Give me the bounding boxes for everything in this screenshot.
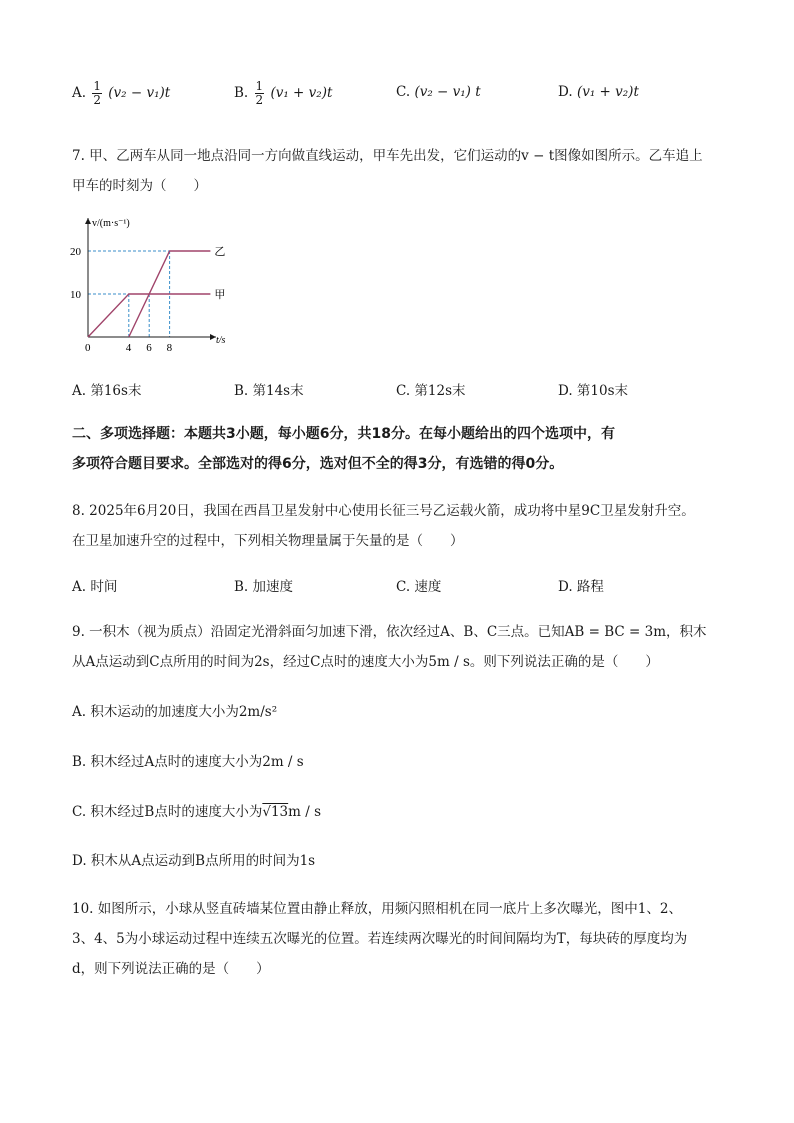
option-label: C. xyxy=(396,84,411,100)
option-label: A. xyxy=(72,85,87,101)
q9-option-a[interactable]: A. 积木运动的加速度大小为2m/s² xyxy=(72,704,278,720)
option-label: B. xyxy=(234,85,249,101)
q10-stem-line-2: 3、4、5为小球运动过程中连续五次曝光的位置。若连续两次曝光的时间间隔均为T，每块砖的厚度均为 xyxy=(72,931,688,947)
q10-stem-line-3: d，则下列说法正确的是（ ） xyxy=(72,961,270,977)
section-2-heading-line-2: 多项符合题目要求。全部选对的得6分，选对但不全的得3分，有选错的得0分。 xyxy=(72,456,564,472)
x-tick-label: 8 xyxy=(166,342,173,354)
fraction-denominator: 2 xyxy=(255,93,264,107)
fraction-numerator: 1 xyxy=(93,79,101,93)
option-label: D. xyxy=(558,84,573,100)
q8-option-c[interactable]: C. 速度 xyxy=(396,579,442,595)
fraction xyxy=(255,80,265,107)
fraction-denominator: 2 xyxy=(93,93,101,107)
q8-option-d[interactable]: D. 路程 xyxy=(558,579,604,595)
q9-option-b[interactable]: B. 积木经过A点时的速度大小为2m / s xyxy=(72,754,304,770)
q7-option-c[interactable]: C. 第12s末 xyxy=(396,383,466,399)
option-unit: m / s xyxy=(288,804,322,820)
section-2-heading-line-1: 二、多项选择题：本题共3小题，每小题6分，共18分。在每小题给出的四个选项中，有 xyxy=(72,426,615,442)
x-tick-label: 4 xyxy=(125,342,132,354)
fraction xyxy=(92,80,102,107)
q10-stem-line-1: 10. 如图所示，小球从竖直砖墙某位置由静止释放，用频闪照相机在同一底片上多次曝光，图中1、2、 xyxy=(72,901,682,917)
x-tick-label: 0 xyxy=(85,342,91,354)
fraction-numerator: 1 xyxy=(255,79,264,93)
option-expression: (v₂ − v₁)t xyxy=(108,85,171,101)
y-tick-label: 20 xyxy=(70,246,81,258)
vt-graph xyxy=(66,210,246,360)
q9-stem-line-2: 从A点运动到C点所用的时间为2s，经过C点时的速度大小为5m / s。则下列说法正确的是（ ） xyxy=(72,654,659,670)
q7-stem-line-1: 7. 甲、乙两车从同一地点沿同一方向做直线运动，甲车先出发，它们运动的v − t图像如图所示。乙车追上 xyxy=(72,148,703,164)
series-name-label: 甲 xyxy=(214,289,226,301)
q6-option-d[interactable] xyxy=(558,84,639,100)
sqrt-value: √13 xyxy=(262,804,289,820)
series-name-label: 乙 xyxy=(214,246,226,258)
q7-option-b[interactable]: B. 第14s末 xyxy=(234,383,304,399)
q7-stem-line-2: 甲车的时刻为（ ） xyxy=(72,178,207,194)
option-text: C. 积木经过B点时的速度大小为 xyxy=(72,804,263,820)
q8-option-b[interactable]: B. 加速度 xyxy=(234,579,294,595)
y-axis-label: v/(m·s⁻¹) xyxy=(92,218,130,229)
q8-option-a[interactable]: A. 时间 xyxy=(72,579,118,595)
option-expression: (v₁ + v₂)t xyxy=(270,85,333,101)
y-tick-label: 10 xyxy=(70,289,81,301)
q7-option-d[interactable]: D. 第10s末 xyxy=(558,383,629,399)
q8-stem-line-1: 8. 2025年6月20日，我国在西昌卫星发射中心使用长征三号乙运载火箭，成功将中星9C卫星发射升空。 xyxy=(72,503,695,519)
q6-option-b[interactable] xyxy=(234,80,332,107)
x-tick-label: 6 xyxy=(146,342,152,354)
option-expression: (v₁ + v₂)t xyxy=(576,84,639,100)
q8-stem-line-2: 在卫星加速升空的过程中，下列相关物理量属于矢量的是（ ） xyxy=(72,533,464,549)
q9-option-c[interactable] xyxy=(72,800,321,820)
q9-option-d[interactable]: D. 积木从A点运动到B点所用的时间为1s xyxy=(72,853,316,869)
q6-option-a[interactable] xyxy=(72,80,170,107)
x-axis-label: t/s xyxy=(216,335,226,346)
q7-option-a[interactable]: A. 第16s末 xyxy=(72,383,142,399)
option-expression: (v₂ − v₁) t xyxy=(414,84,481,100)
q6-option-c[interactable] xyxy=(396,84,481,100)
q9-stem-line-1: 9. 一积木（视为质点）沿固定光滑斜面匀加速下滑，依次经过A、B、C三点。已知AB = BC = 3m，积木 xyxy=(72,624,707,640)
